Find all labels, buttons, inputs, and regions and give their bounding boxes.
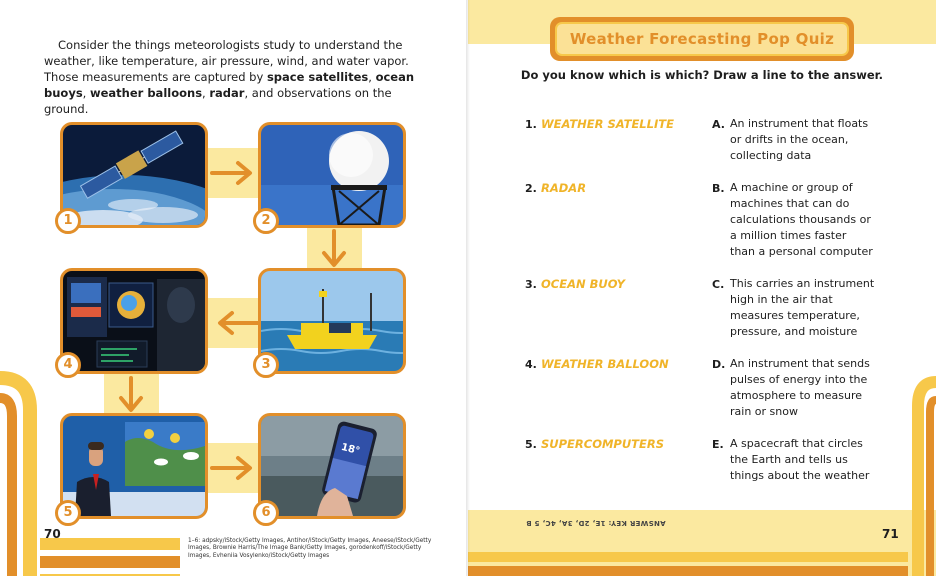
term-space-satellites: space satellites — [266, 70, 369, 84]
step-number-badge: 2 — [253, 208, 279, 234]
satellite-icon — [63, 125, 205, 225]
decorative-corner-stripes — [898, 376, 936, 576]
phone-weather-app-photo — [258, 413, 406, 519]
separator-text: , — [368, 70, 376, 84]
step-number-badge: 1 — [55, 208, 81, 234]
radar-dome-photo — [258, 122, 406, 228]
book-gutter — [466, 0, 470, 576]
quiz-title: Weather Forecasting Pop Quiz — [569, 30, 835, 48]
quiz-title-inner — [555, 22, 849, 56]
answer-letter: E. — [712, 438, 724, 451]
term-weather-balloons: weather balloons — [89, 86, 203, 100]
answer-letter: A. — [712, 118, 725, 131]
intro-lead-text: Consider the things meteorologists study to understand the weather, like temperature, air pressure, wind, and water vapor. Those measurements are captured by — [44, 38, 409, 84]
question-number: 1. — [525, 118, 537, 131]
question-number: 2. — [525, 182, 537, 195]
weather-monitors-photo — [60, 268, 208, 374]
separator-text: , — [82, 86, 90, 100]
answer-letter: D. — [712, 358, 726, 371]
question-number: 4. — [525, 358, 537, 371]
arrow-down-icon — [321, 229, 347, 269]
answer-line: measures temperature, — [730, 309, 860, 322]
phone-temperature-label: 18° — [339, 441, 361, 458]
answer-letter: C. — [712, 278, 725, 291]
answer-line: the Earth and tells us — [730, 453, 848, 466]
answer-line: than a personal computer — [730, 245, 873, 258]
arrow-down-icon — [118, 376, 144, 414]
answer-text — [730, 436, 895, 484]
question-term: WEATHER BALLOON — [541, 357, 669, 371]
term-ocean-buoys: ocean buoys — [44, 70, 415, 100]
right-page — [468, 0, 936, 576]
answer-line: a million times faster — [730, 229, 847, 242]
answer-key-upside-down: ANSWER KEY: 1E, 2D, 3A, 4C, 5 B — [526, 519, 666, 527]
decorative-bottom-stripes — [468, 550, 908, 576]
arrow-left-icon — [216, 310, 260, 336]
intro-tail-text: , and observations on the ground. — [44, 86, 392, 116]
answer-line: A machine or group of — [730, 181, 853, 194]
question-term: SUPERCOMPUTERS — [541, 437, 665, 451]
page-number-right: 71 — [882, 527, 899, 541]
term-radar: radar — [209, 86, 245, 100]
ocean-buoy-photo — [258, 268, 406, 374]
answer-line: collecting data — [730, 149, 812, 162]
answer-line: rain or snow — [730, 405, 798, 418]
tv-weatherman-icon — [63, 416, 205, 516]
answer-text — [730, 356, 895, 420]
answer-line: high in the air that — [730, 293, 833, 306]
answer-line: atmosphere to measure — [730, 389, 863, 402]
quiz-instructions: Do you know which is which? Draw a line to the answer. — [520, 68, 884, 82]
photo-credits: 1–6: adpsky/iStock/Getty Images, Antihor/iStock/Getty Images, Aneese/iStock/Getty Images, Brownie Harris/The Image Bank/Getty Images, gorodenkoff/iStock/Getty Images, Evheniia Vosylenko/iStock/Getty Images — [188, 538, 432, 559]
question-number: 3. — [525, 278, 537, 291]
weather-monitors-icon — [63, 271, 205, 371]
answer-text — [730, 276, 895, 340]
step-number-badge: 4 — [55, 352, 81, 378]
phone-weather-app-icon — [261, 416, 403, 516]
arrow-right-icon — [210, 160, 254, 186]
radar-dome-icon — [261, 125, 403, 225]
answer-line: An instrument that sends — [730, 357, 870, 370]
question-term: WEATHER SATELLITE — [541, 117, 674, 131]
arrow-right-icon — [210, 455, 254, 481]
answer-line: or drifts in the ocean, — [730, 133, 849, 146]
answer-text — [730, 116, 895, 164]
intro-paragraph — [44, 37, 420, 117]
ocean-buoy-icon — [261, 271, 403, 371]
answer-line: This carries an instrument — [730, 277, 875, 290]
answer-line: machines that can do — [730, 197, 850, 210]
question-term: RADAR — [541, 181, 587, 195]
answer-line: things about the weather — [730, 469, 870, 482]
step-number-badge: 3 — [253, 352, 279, 378]
answer-line: An instrument that floats — [730, 117, 869, 130]
question-term: OCEAN BUOY — [541, 277, 625, 291]
answer-line: calculations thousands or — [730, 213, 871, 226]
answer-line: A spacecraft that circles — [730, 437, 863, 450]
satellite-photo — [60, 122, 208, 228]
page-number-left: 70 — [44, 527, 61, 541]
step-number-badge: 5 — [55, 500, 81, 526]
tv-weatherman-photo — [60, 413, 208, 519]
answer-text — [730, 180, 895, 260]
answer-line: pulses of energy into the — [730, 373, 868, 386]
step-number-badge: 6 — [253, 500, 279, 526]
answer-letter: B. — [712, 182, 725, 195]
quiz-title-box — [550, 17, 854, 61]
separator-text: , — [202, 86, 210, 100]
answer-line: pressure, and moisture — [730, 325, 858, 338]
question-number: 5. — [525, 438, 537, 451]
